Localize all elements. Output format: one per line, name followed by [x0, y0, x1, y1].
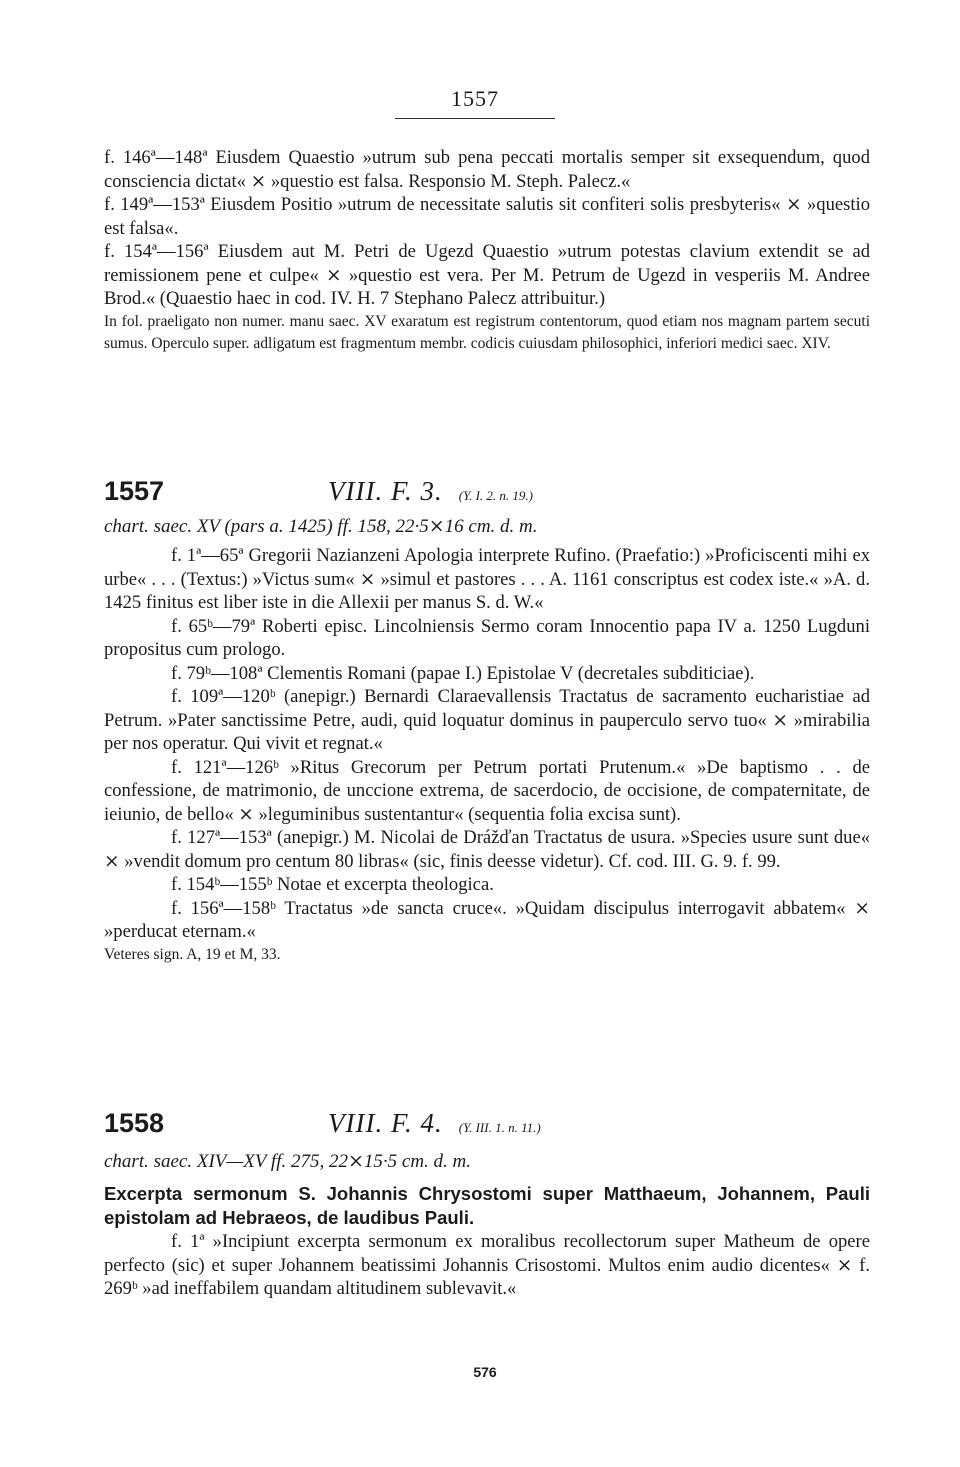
codex-description: chart. saec. XV (pars a. 1425) ff. 158, 22·5⨯16 cm. d. m. [104, 516, 538, 537]
codex-description: chart. saec. XIV—XV ff. 275, 22⨯15·5 cm. d. m. [104, 1151, 472, 1172]
content-item: f. 156ª—158ᵇ Tractatus »de sancta cruce«. »Quidam discipulus interrogavit abbatem« ⨯ »perducat eternam.« [104, 897, 870, 942]
content-item: f. 79ᵇ—108ª Clementis Romani (papae I.) Epistolae V (decretales subditiciae). [171, 662, 755, 684]
entry-paragraph: f. 154ª—156ª Eiusdem aut M. Petri de Ugezd Quaestio »utrum potestas clavium extendit se ad remissionem pene et culpe« ⨯ »questio est vera. Per M. Petrum de Ugezd in vesperiis M. Andree Brod.« (Quaestio haec in cod. IV. H. 7 Stephano Palecz attribuitur.) [104, 241, 870, 309]
entry-number: 1558 [104, 1108, 165, 1138]
content-item: f. 121ª—126ᵇ »Ritus Grecorum per Petrum portati Prutenum.« »De baptismo . . de confessione, de matrimonio, de unccione extrema, de sacerdocio, de occisione, de compaternitate, de ieiunio, de bello« ⨯ »leguminibus sustentantur« (sequentia folia excisa sunt). [104, 756, 870, 825]
contents-1558 [104, 1182, 870, 1301]
content-item: f. 1ª—65ª Gregorii Nazianzeni Apologia interprete Rufino. (Praefatio:) »Proficiscenti mihi ex urbe« . . . (Textus:) »Victus sum« ⨯ »simul et pastores . . . A. 1161 conscriptus est codex iste.« »A. d. 1425 finitus est liber iste in die Allexii per manus S. d. W.« [104, 545, 870, 613]
note-paragraph: In fol. praeligato non numer. manu saec. XV exaratum est registrum contentorum, quod etiam nos magnam partem secuti sumus. Operculo super. adligatum est fragmentum membr. codicis cuiusdam philosophici, inferiori medici saec. XIV. [104, 312, 870, 352]
content-item: f. 154ᵇ—155ᵇ Notae et excerpta theologica. [171, 874, 494, 895]
work-title: Excerpta sermonum S. Johannis Chrysostomi super Matthaeum, Johannem, Pauli epistolam ad Hebraeos, de laudibus Pauli. [104, 1183, 870, 1228]
old-signature: (Y. III. 1. n. 11.) [458, 1120, 541, 1135]
folio-number: 576 [473, 1364, 497, 1380]
content-item: f. 127ª—153ª (anepigr.) M. Nicolai de Drážďan Tractatus de usura. »Species usure sunt due« ⨯ »vendit domum pro centum 80 libras« (sic, finis deesse videtur). Cf. cod. III. G. 9. f. 99. [104, 827, 870, 872]
content-item: f. 65ᵇ—79ª Roberti episc. Lincolniensis Sermo coram Innocentio papa IV a. 1250 Lugduni propositus cum prologo. [104, 615, 870, 660]
entry-heading-1557 [104, 476, 533, 507]
shelf-signature: VIII. F. 4. [328, 1108, 443, 1138]
content-item: f. 1ª »Incipiunt excerpta sermonum ex moralibus recollectorum super Matheum de opere perfecto (sic) et super Johannem beatissimi Johannis Crisostomi. Multos enim audio dicentes« ⨯ f. 269ᵇ »ad ineffabilem quandam altitudinem sublevavit.« [104, 1231, 870, 1299]
old-signs: Veteres sign. A, 19 et M, 33. [104, 945, 281, 963]
header-rule [395, 118, 555, 119]
shelf-signature: VIII. F. 3. [328, 476, 443, 506]
old-signature: (Y. I. 2. n. 19.) [458, 488, 534, 503]
running-head: 1557 [451, 86, 499, 111]
entry-heading-1558 [104, 1108, 541, 1139]
entry-paragraph: f. 146ª—148ª Eiusdem Quaestio »utrum sub pena peccati mortalis semper sit exsequendum, quod consciencia dictat« ⨯ »questio est falsa. Responsio M. Steph. Palecz.« [104, 147, 870, 192]
entry-number: 1557 [104, 476, 165, 506]
contents-1557 [104, 544, 870, 966]
entry-paragraph: f. 149ª—153ª Eiusdem Positio »utrum de necessitate salutis sit confiteri solis presbyteris« ⨯ »questio est falsa«. [104, 194, 870, 239]
continuation-block [104, 146, 870, 355]
content-item: f. 109ª—120ᵇ (anepigr.) Bernardi Claraevallensis Tractatus de sacramento eucharistiae ad Petrum. »Pater sanctissime Petre, audi, quid loquatur dominus in pauperculo servo tuo« ⨯ »mirabilia per nos operatur. Qui vivit et regnat.« [104, 686, 870, 754]
